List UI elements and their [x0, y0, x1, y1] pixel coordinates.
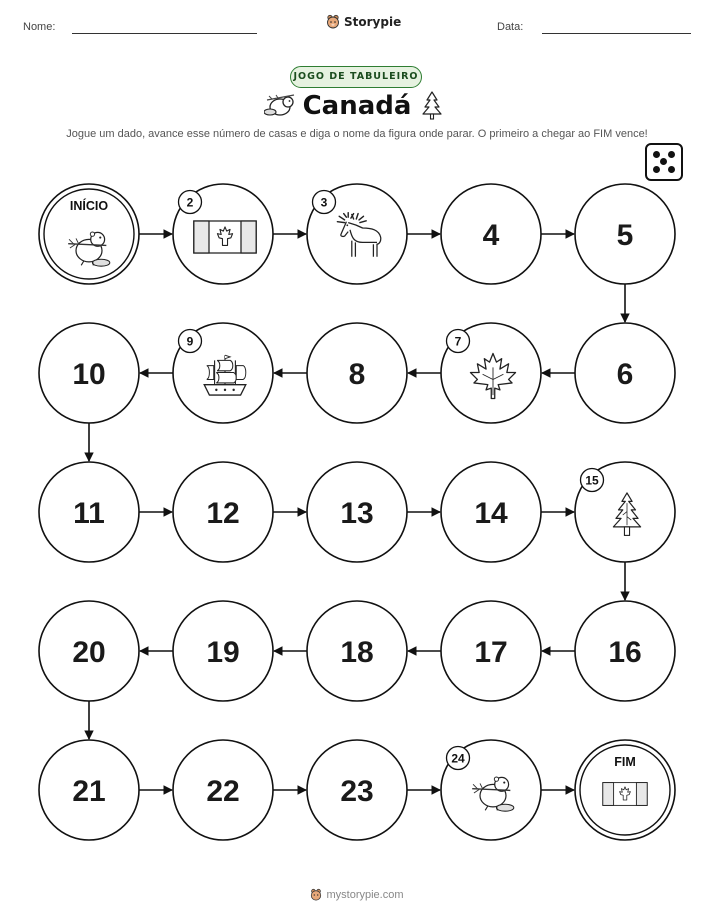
board-spaces: [39, 184, 675, 840]
board-space-16: [575, 601, 675, 701]
footer-url: mystorypie.com: [326, 889, 404, 901]
space-number: 12: [206, 497, 240, 530]
finish-label: FIM: [614, 755, 636, 769]
board-space-13: [307, 462, 407, 562]
board-space-4: [441, 184, 541, 284]
space-number: 15: [585, 473, 599, 488]
board-space-20: [39, 601, 139, 701]
space-number: 18: [340, 636, 374, 669]
board-space-14: [441, 462, 541, 562]
space-number: 17: [474, 636, 508, 669]
space-number: 9: [186, 334, 194, 349]
date-label: Data:: [497, 21, 524, 33]
board-space-22: [173, 740, 273, 840]
footer: [0, 888, 714, 905]
board-space-8: [307, 323, 407, 423]
space-number: 16: [608, 636, 642, 669]
space-number: 6: [616, 358, 634, 391]
game-type-badge: JOGO DE TABULEIRO: [290, 66, 422, 88]
board-space-23: [307, 740, 407, 840]
board-space-25: [575, 740, 675, 840]
space-number: 4: [482, 219, 500, 252]
space-number: 5: [616, 219, 634, 252]
space-number: 14: [474, 497, 508, 530]
board-space-15: [575, 462, 675, 562]
board-space-24: [441, 740, 541, 840]
space-number: 24: [451, 751, 465, 766]
space-number: 19: [206, 636, 240, 669]
instructions: Jogue um dado, avance esse número de casas e diga o nome da figura onde parar. O primeiro a chegar ao FIM vence!: [66, 128, 648, 140]
board-space-18: [307, 601, 407, 701]
space-number: 23: [340, 775, 374, 808]
space-number: 21: [72, 775, 106, 808]
board-space-1: [39, 184, 139, 284]
brand-name: Storypie: [344, 15, 402, 29]
board-space-12: [173, 462, 273, 562]
board-space-21: [39, 740, 139, 840]
space-number: 10: [72, 358, 106, 391]
space-number: 8: [348, 358, 366, 391]
space-number: 2: [186, 195, 194, 210]
canada-flag-icon: [194, 221, 256, 253]
space-number: 7: [454, 334, 462, 349]
name-label: Nome:: [23, 21, 56, 33]
board-space-6: [575, 323, 675, 423]
start-label: INÍCIO: [69, 199, 109, 213]
space-number: 3: [320, 195, 328, 210]
board-space-5: [575, 184, 675, 284]
board-space-2: [173, 184, 273, 284]
board-space-7: [441, 323, 541, 423]
storypie-mascot-icon: [310, 888, 322, 902]
board-space-11: [39, 462, 139, 562]
board-space-10: [39, 323, 139, 423]
board-space-9: [173, 323, 273, 423]
space-number: 22: [206, 775, 240, 808]
board-space-3: [307, 184, 407, 284]
space-number: 13: [340, 497, 374, 530]
board-space-17: [441, 601, 541, 701]
space-number: 11: [73, 497, 105, 530]
board-space-19: [173, 601, 273, 701]
canada-flag-icon: [603, 783, 647, 806]
page-title: Canadá: [302, 91, 412, 121]
space-number: 20: [72, 636, 106, 669]
